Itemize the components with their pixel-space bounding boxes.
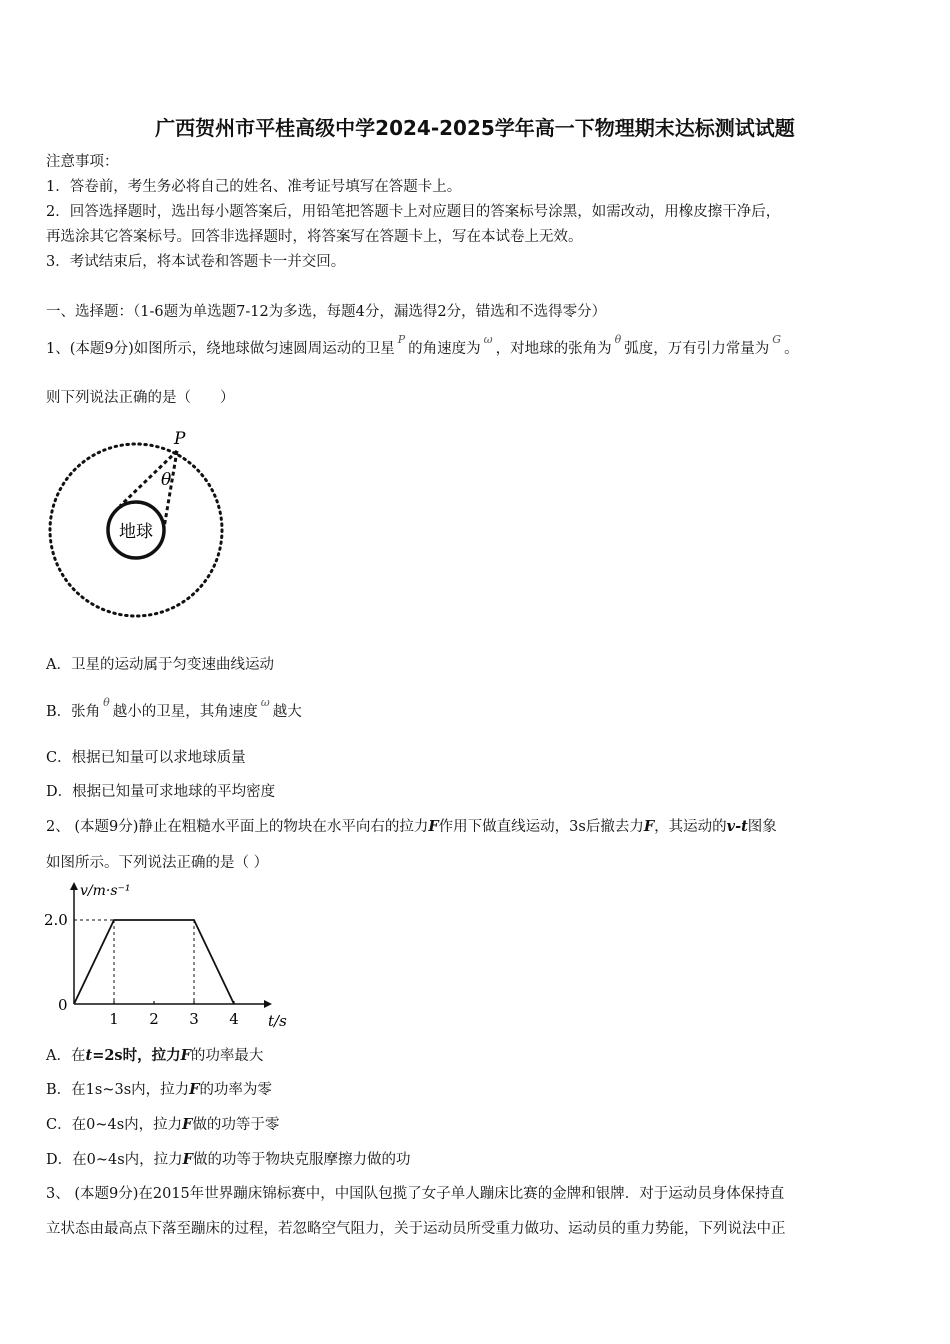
q2-a-force: F bbox=[180, 1047, 191, 1064]
notice-item-3: 3．考试结束后，将本试卷和答题卡一并交回。 bbox=[46, 254, 346, 270]
q2-d-text-2: 做的功等于物块克服摩擦力做的功 bbox=[192, 1152, 411, 1168]
x-ticks bbox=[109, 1001, 239, 1028]
q2-c-force: F bbox=[182, 1116, 193, 1133]
q2-option-b bbox=[46, 1080, 272, 1100]
orbit-figure bbox=[44, 420, 234, 628]
q2-b-text-1: B．在1s~3s内，拉力 bbox=[46, 1082, 190, 1098]
section-heading: 一、选择题：（1-6题为单选题7-12为多选，每题4分，漏选得2分，错选和不选得零分） bbox=[46, 304, 607, 320]
q1-sym-omega: ω bbox=[483, 333, 493, 346]
q2-d-force: F bbox=[182, 1151, 193, 1168]
q2-a-text-2: =2s时，拉力 bbox=[92, 1047, 181, 1064]
x-tick-label-1: 1 bbox=[109, 1010, 119, 1028]
q2-option-d bbox=[46, 1150, 410, 1170]
q2-c-text-1: C．在0~4s内，拉力 bbox=[46, 1117, 183, 1133]
velocity-series-line bbox=[74, 920, 234, 1004]
q2-d-text-1: D．在0~4s内，拉力 bbox=[46, 1152, 183, 1168]
q1-option-d: D．根据已知量可求地球的平均密度 bbox=[46, 784, 276, 800]
y-axis-label: v/m·s⁻¹ bbox=[80, 883, 131, 899]
q2-a-text-3: 的功率最大 bbox=[190, 1048, 264, 1064]
q1-b-text-3: 越大 bbox=[272, 704, 302, 720]
q2-option-a bbox=[46, 1046, 263, 1066]
angle-label: θ bbox=[161, 470, 172, 490]
notice-item-2-cont: 再选涂其它答案标号。回答非选择题时，将答案写在答题卡上，写在本试卷上无效。 bbox=[46, 229, 583, 245]
q1-sym-p: P bbox=[397, 333, 406, 346]
q2-b-text-2: 的功率为零 bbox=[199, 1082, 272, 1098]
q1-option-c: C．根据已知量可以求地球质量 bbox=[46, 750, 246, 766]
satellite-label: P bbox=[174, 429, 186, 449]
q2-a-text-1: A．在 bbox=[46, 1048, 86, 1064]
q2-c-text-2: 做的功等于零 bbox=[192, 1117, 280, 1133]
x-tick-label-2: 2 bbox=[149, 1010, 159, 1028]
x-axis-label: t/s bbox=[268, 1012, 287, 1030]
q2-option-c bbox=[46, 1115, 279, 1135]
q2-text-3: ，其运动的 bbox=[654, 819, 727, 835]
q1-sym-g: G bbox=[772, 333, 782, 346]
q2-force-1: F bbox=[428, 818, 439, 835]
origin-label: 0 bbox=[58, 996, 68, 1014]
q1-b-text-1: B．张角 bbox=[46, 704, 101, 720]
q1-b-sym-omega: ω bbox=[260, 696, 270, 709]
notice-heading: 注意事项： bbox=[46, 154, 119, 170]
x-tick-label-3: 3 bbox=[189, 1010, 199, 1028]
q2-b-force: F bbox=[189, 1081, 200, 1098]
earth-label: 地球 bbox=[119, 522, 153, 542]
vt-chart bbox=[40, 880, 300, 1030]
question-3-line-1: 3、 (本题9分)在2015年世界蹦床锦标赛中，中国队包揽了女子单人蹦床比赛的金牌和银牌．对于运动员身体保持直 bbox=[46, 1186, 785, 1202]
question-3-line-2: 立状态由最高点下落至蹦床的过程，若忽略空气阻力，关于运动员所受重力做功、运动员的重力势能，下列说法中正 bbox=[46, 1221, 786, 1237]
notice-item-2: 2．回答选择题时，选出每小题答案后，用铅笔把答题卡上对应题目的答案标号涂黑，如需改动，用橡皮擦干净后， bbox=[46, 204, 781, 220]
question-1-stem bbox=[46, 333, 799, 360]
q2-a-t: t bbox=[85, 1047, 93, 1064]
q1-sym-theta: θ bbox=[614, 333, 622, 346]
x-tick-label-4: 4 bbox=[229, 1010, 239, 1028]
q2-text-4: 图象 bbox=[747, 819, 777, 835]
y-axis-arrow bbox=[70, 882, 78, 890]
x-axis-arrow bbox=[264, 1000, 272, 1008]
notice-item-1: 1．答卷前，考生务必将自己的姓名、准考证号填写在答题卡上。 bbox=[46, 179, 462, 195]
question-2-prompt: 如图所示。下列说法正确的是（ ） bbox=[46, 855, 269, 871]
q1-text-2: 的角速度为 bbox=[408, 341, 481, 357]
q1-text-4: 弧度，万有引力常量为 bbox=[624, 341, 770, 357]
q2-text-2: 作用下做直线运动，3s后撤去力 bbox=[438, 819, 644, 835]
question-2-stem bbox=[46, 817, 777, 837]
y-tick-label: 2.0 bbox=[44, 911, 68, 929]
q2-vt: v-t bbox=[726, 818, 748, 835]
q2-force-2: F bbox=[643, 818, 655, 835]
q1-text-5: 。 bbox=[784, 341, 799, 357]
q1-b-sym-theta: θ bbox=[103, 696, 110, 709]
q1-option-a: A．卫星的运动属于匀变速曲线运动 bbox=[46, 657, 274, 673]
q1-b-text-2: 越小的卫星，其角速度 bbox=[112, 704, 258, 720]
q2-text-1: 2、 (本题9分)静止在粗糙水平面上的物块在水平向右的拉力 bbox=[46, 819, 429, 835]
q1-text-1: 1、(本题9分)如图所示，绕地球做匀速圆周运动的卫星 bbox=[46, 341, 395, 357]
q1-option-b bbox=[46, 696, 302, 723]
question-1-prompt: 则下列说法正确的是（ ） bbox=[46, 390, 235, 406]
q1-text-3: ，对地球的张角为 bbox=[495, 341, 612, 357]
page-title: 广西贺州市平桂高级中学2024-2025学年高一下物理期末达标测试试题 bbox=[155, 116, 795, 140]
